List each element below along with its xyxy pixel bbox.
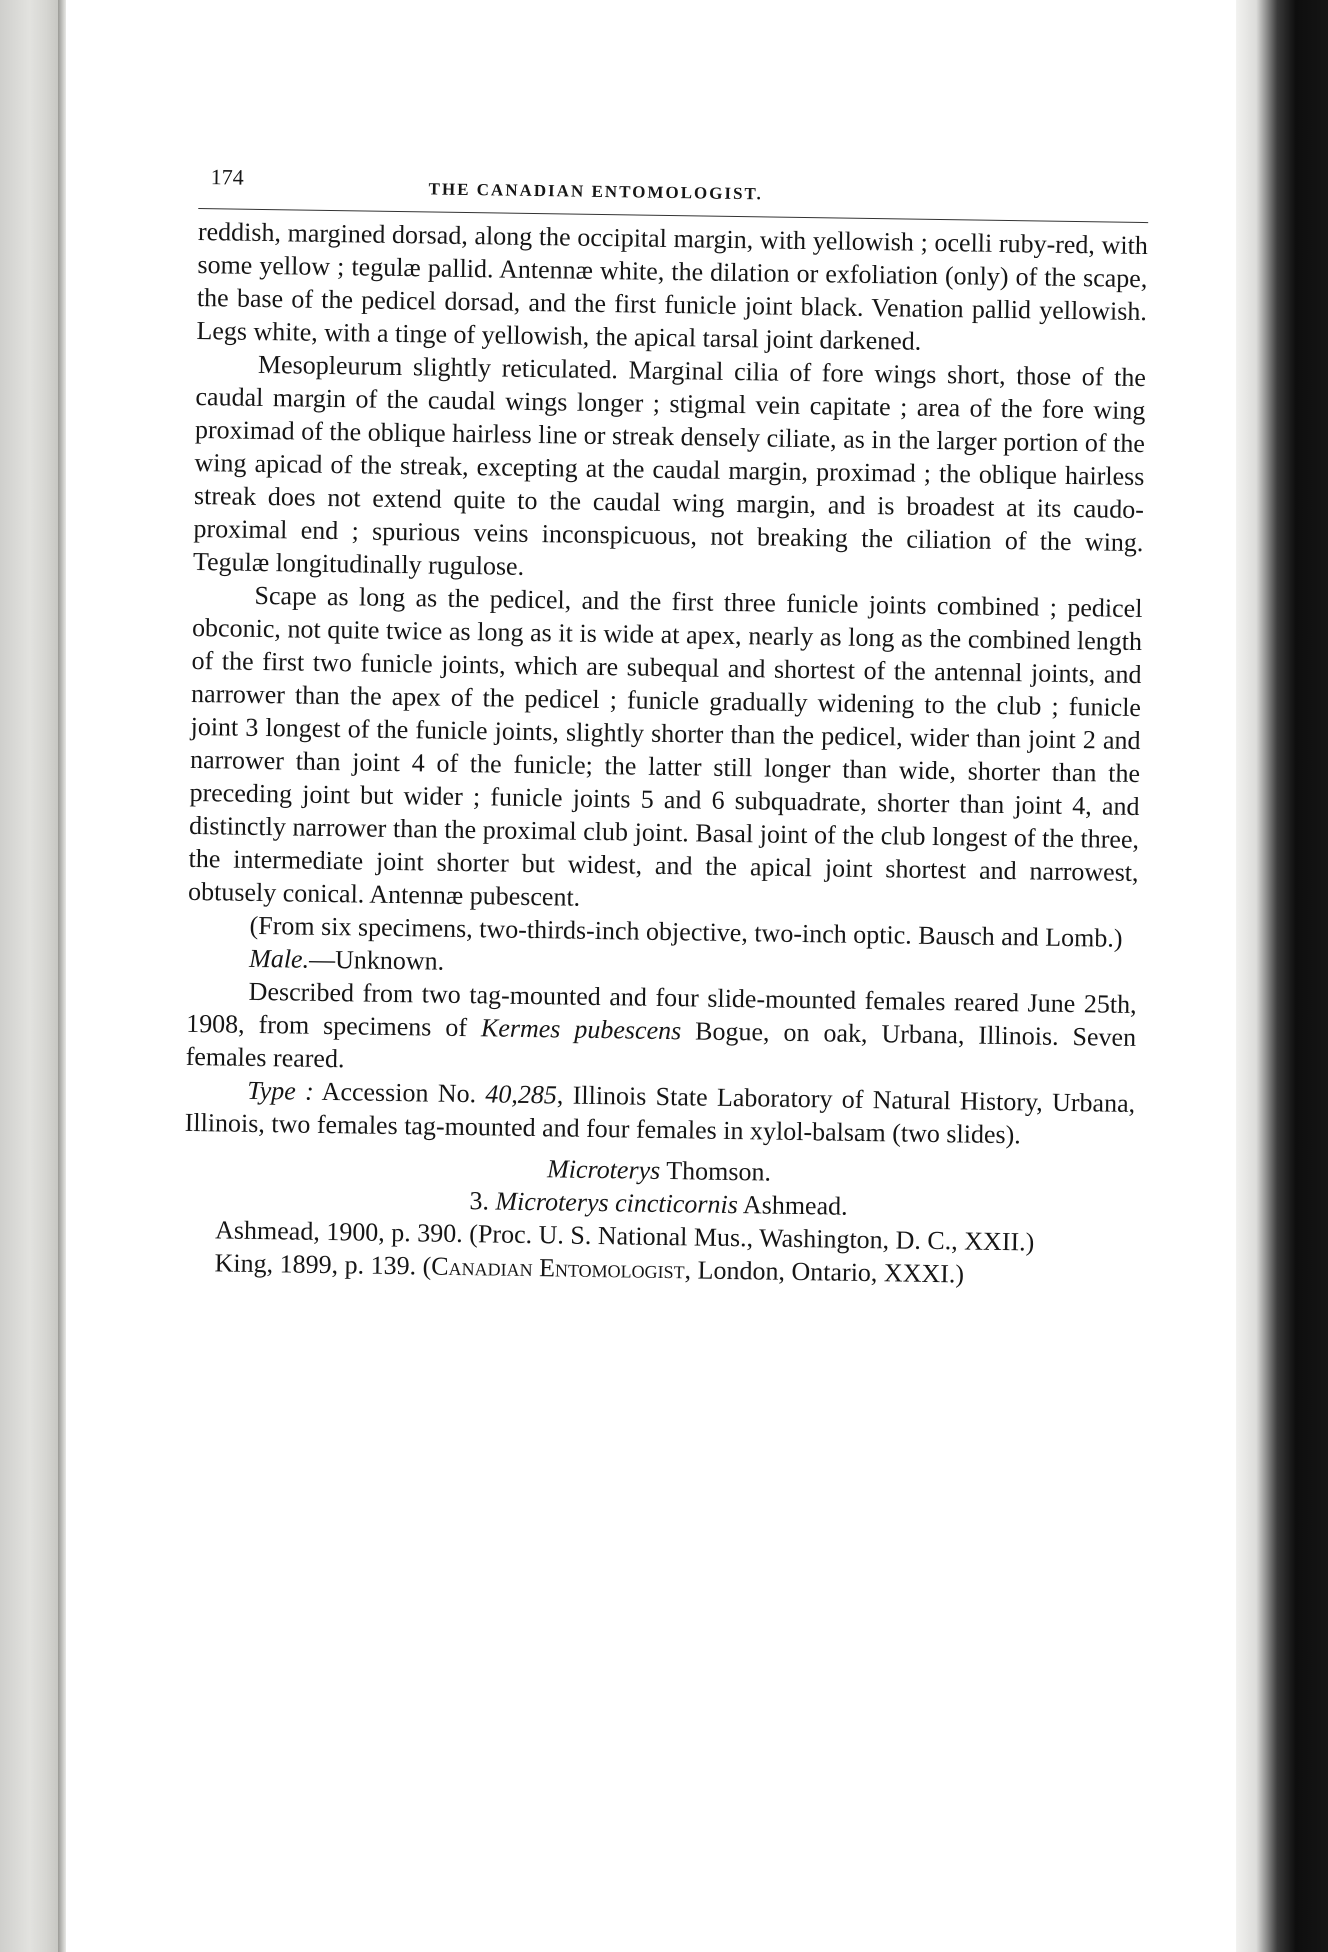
described-text-a: Described from two tag-mounted and four slide-mounted females reared June 25th, 1908, from specimens of xyxy=(185,976,1137,1043)
host-species-name: Kermes pubescens xyxy=(480,1013,682,1046)
journal-name: Canadian Entomologist xyxy=(431,1251,685,1285)
citation-king-pre: King, 1899, p. 139. ( xyxy=(214,1248,432,1281)
male-text: —Unknown. xyxy=(308,944,445,976)
citation-ashmead: Ashmead, 1900, p. 390. (Proc. U. S. National Mus., Washington, D. C., XXII.) xyxy=(214,1215,1035,1257)
book-page xyxy=(66,0,1236,1952)
described-text-b: Bogue, on oak, Urbana, Illinois. Seven females reared. xyxy=(185,1016,1137,1074)
page-content xyxy=(182,160,1148,1293)
species-name: Microterys cincticornis xyxy=(495,1186,739,1220)
paragraph-type xyxy=(184,1073,1135,1153)
citation-king-post: , London, Ontario, XXXI.) xyxy=(684,1255,965,1289)
paragraph-mesopleurum: Mesopleurum slightly reticulated. Marginal cilia of fore wings short, those of the caudal margin of the caudal wings longer ; stigmal vein capitate ; area of the fore wing proximad of the oblique hairless line or streak densely ciliate, as in the larger portion of the wing apicad of the streak, excepting at the caudal margin, proximad ; the oblique hairless streak does not extend quite to the caudal wing margin, and is broadest at its caudo-proximal end ; spurious veins inconspicuous, not breaking the ciliation of the wing. Tegulæ longitudinally rugulose. xyxy=(192,349,1147,581)
type-text-a: Accession No. xyxy=(313,1076,486,1109)
running-head xyxy=(198,160,1149,222)
gutter-edge xyxy=(58,0,66,1952)
species-number: 3. xyxy=(469,1186,496,1216)
paragraph-described-from xyxy=(185,974,1136,1087)
species-author: Ashmead. xyxy=(737,1190,848,1221)
paragraph-specimens-note: (From six specimens, two-thirds-inch objective, two-inch optic. Bausch and Lomb.) xyxy=(249,910,1123,953)
male-label: Male. xyxy=(248,943,310,974)
body-text xyxy=(182,215,1148,1293)
genus-name: Microterys xyxy=(546,1154,661,1185)
binding-gutter xyxy=(0,0,66,1952)
paragraph-coloration: reddish, margined dorsad, along the occipital margin, with yellowish ; ocelli ruby-red, with some yellow ; tegulæ pallid. Antennæ white, the dilation or exfoliation (only) of the scape, the base of the pedicel dorsad, and the first funicle joint black. Venation pallid yellowish. Legs white, with a tinge of yellowish, the apical tarsal joint darkened. xyxy=(196,216,1149,356)
running-title: THE CANADIAN ENTOMOLOGIST. xyxy=(428,179,763,204)
paragraph-antennae: Scape as long as the pedicel, and the first three funicle joints combined ; pedicel obconic, not quite twice as long as it is wide at apex, nearly as long as the combined length of the first two funicle joints, which are subequal and shortest of the antennal joints, and narrower than the apex of the pedicel ; funicle gradually widening to the club ; funicle joint 3 longest of the funicle joints, slightly shorter than the pedicel, wider than joint 2 and narrower than joint 4 of the funicle; the latter still longer than wide, shorter than the preceding joint but wider ; funicle joints 5 and 6 subquadrate, shorter than joint 4, and distinctly narrower than the proximal club joint. Basal joint of the club longest of the three, the intermediate joint shorter but widest, and the apical joint shortest and narrowest, obtusely conical. Antennæ pubescent. xyxy=(187,580,1143,912)
accession-number: 40,285 xyxy=(485,1079,558,1110)
facing-page-edge xyxy=(1236,0,1328,1952)
page-number: 174 xyxy=(210,164,244,190)
type-text-b: , Illinois State Laboratory of Natural History, Urbana, Illinois, two females tag-mounted and four females in xylol-balsam (two slides). xyxy=(184,1080,1136,1150)
type-label: Type : xyxy=(246,1075,315,1106)
genus-author: Thomson. xyxy=(660,1155,772,1187)
